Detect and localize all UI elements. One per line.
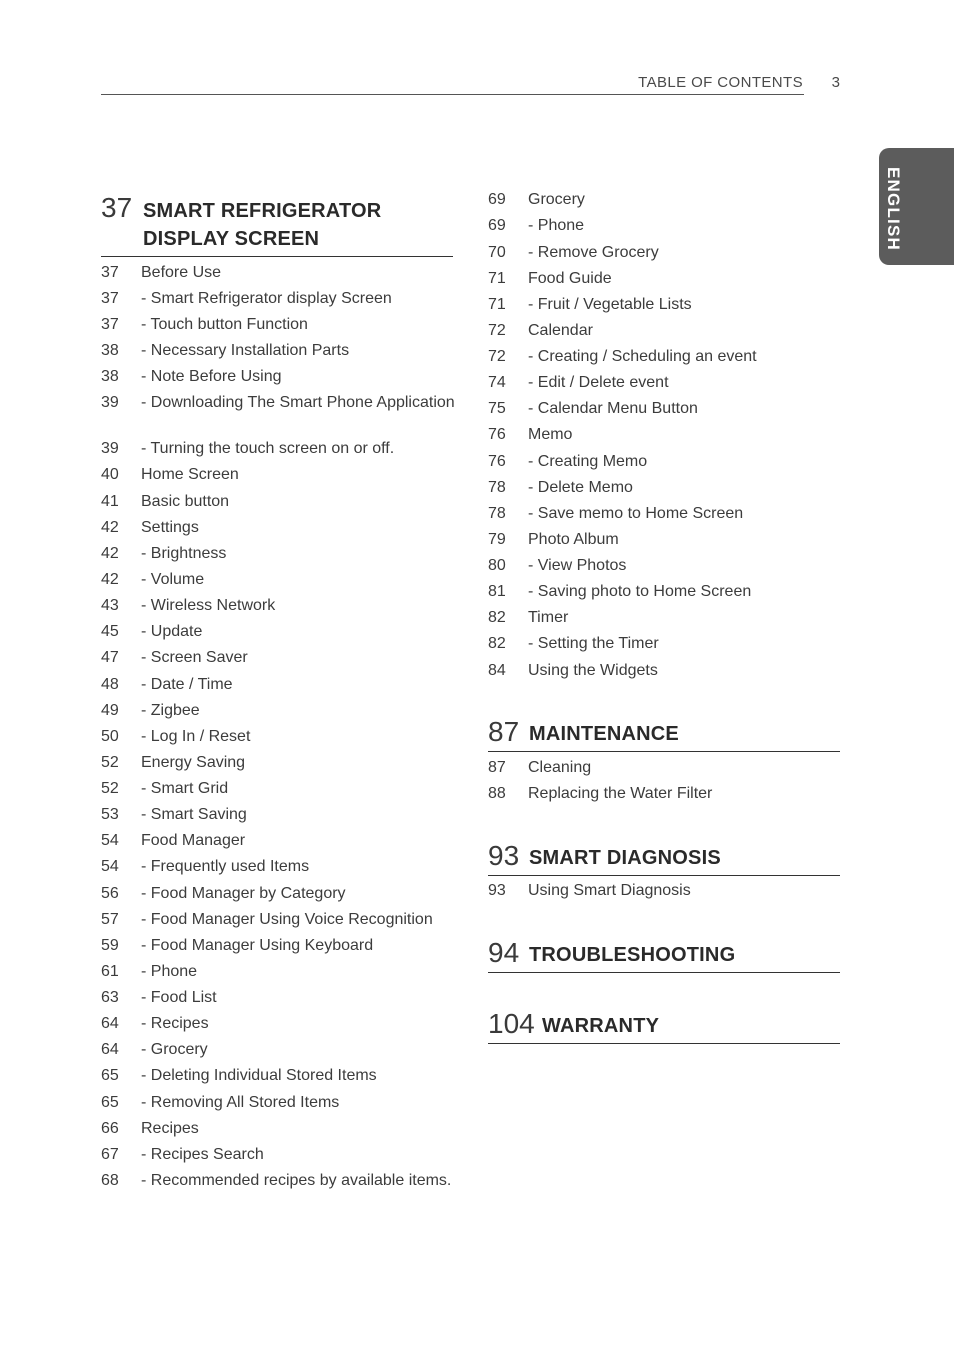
toc-entry-page: 72 [488, 322, 506, 339]
toc-entry-page: 57 [101, 911, 119, 928]
toc-entry-title: - Update [141, 623, 203, 640]
toc-entry-title: - Wireless Network [141, 597, 276, 614]
toc-entry-page: 54 [101, 858, 119, 875]
toc-entry-title: - Calendar Menu Button [528, 400, 698, 417]
toc-entry-title: Energy Saving [141, 754, 246, 771]
toc-entry-title: - Volume [141, 571, 205, 588]
section-number: 87 [488, 716, 520, 747]
toc-entry-page: 42 [101, 519, 119, 536]
toc-entry-title: - Food Manager Using Keyboard [141, 937, 374, 954]
toc-entry-title: - Remove Grocery [528, 244, 659, 261]
toc-entry-title: - Note Before Using [141, 368, 282, 385]
toc-entry-page: 88 [488, 785, 506, 802]
toc-entry-title: Home Screen [141, 466, 239, 483]
toc-entry-page: 43 [101, 597, 119, 614]
toc-entry-title: Photo Album [528, 531, 619, 548]
toc-entry-page: 54 [101, 832, 119, 849]
toc-entry-title: Cleaning [528, 759, 592, 776]
toc-entry-page: 67 [101, 1146, 119, 1163]
section-title: SMART DIAGNOSIS [529, 847, 721, 869]
toc-entry-page: 64 [101, 1041, 119, 1058]
toc-entry-title: - Downloading The Smart Phone Application [141, 394, 455, 411]
toc-entry-page: 79 [488, 531, 506, 548]
toc-entry-title: Using the Widgets [528, 662, 658, 679]
toc-entry-page: 70 [488, 244, 506, 261]
toc-entry-title: Replacing the Water Filter [528, 785, 713, 802]
section-heading [488, 716, 840, 752]
toc-entry-page: 52 [101, 754, 119, 771]
toc-entry-title: Memo [528, 426, 573, 443]
toc-entry-title: Food Guide [528, 270, 612, 287]
toc-entry-page: 42 [101, 571, 119, 588]
toc-entry-title: - Creating Memo [528, 453, 648, 470]
toc-entry-title: - Edit / Delete event [528, 374, 669, 391]
toc-entry-title: - Setting the Timer [528, 635, 659, 652]
toc-entry-page: 39 [101, 394, 119, 411]
section-heading [488, 937, 840, 973]
toc-entry-page: 78 [488, 505, 506, 522]
toc-entry-title: Grocery [528, 191, 585, 208]
header-rule [101, 94, 804, 95]
toc-entry-page: 72 [488, 348, 506, 365]
toc-entry-title: - Food Manager by Category [141, 885, 346, 902]
toc-entry-title: - Grocery [141, 1041, 208, 1058]
toc-entry-title: - Removing All Stored Items [141, 1094, 340, 1111]
toc-entry-title: - Save memo to Home Screen [528, 505, 744, 522]
toc-entry-page: 49 [101, 702, 119, 719]
toc-entry-title: - Smart Grid [141, 780, 229, 797]
section-heading [101, 192, 453, 257]
section-title: MAINTENANCE [529, 723, 679, 745]
toc-entry-page: 59 [101, 937, 119, 954]
section-title-line2: DISPLAY SCREEN [143, 228, 320, 250]
section-number: 93 [488, 840, 520, 871]
toc-entry-page: 41 [101, 493, 119, 510]
toc-entry-page: 84 [488, 662, 506, 679]
section-title: SMART REFRIGERATOR [143, 200, 382, 222]
toc-entry-title: - Brightness [141, 545, 227, 562]
toc-entry-page: 93 [488, 882, 506, 899]
toc-entry-title: Settings [141, 519, 199, 536]
toc-entry-page: 45 [101, 623, 119, 640]
toc-entry-title: - Date / Time [141, 676, 233, 693]
toc-entry-page: 74 [488, 374, 506, 391]
toc-entry-page: 40 [101, 466, 119, 483]
toc-entry-title: Calendar [528, 322, 593, 339]
toc-entry-page: 75 [488, 400, 506, 417]
toc-entry-page: 76 [488, 426, 506, 443]
toc-entry-page: 38 [101, 368, 119, 385]
toc-entry-title: Food Manager [141, 832, 246, 849]
toc-entry-title: - Fruit / Vegetable Lists [528, 296, 692, 313]
toc-entry-page: 53 [101, 806, 119, 823]
toc-entry-page: 42 [101, 545, 119, 562]
toc-entry-title: - Recipes [141, 1015, 209, 1032]
toc-entry-page: 65 [101, 1094, 119, 1111]
toc-entry-page: 47 [101, 649, 119, 666]
toc-entry-page: 71 [488, 270, 506, 287]
toc-entry-title: - Log In / Reset [141, 728, 251, 745]
toc-entry-page: 69 [488, 217, 506, 234]
language-tab-label: ENGLISH [884, 167, 903, 251]
toc-entry-page: 61 [101, 963, 119, 980]
toc-entry-page: 80 [488, 557, 506, 574]
toc-entry-title: Before Use [141, 264, 222, 281]
toc-entry-page: 66 [101, 1120, 119, 1137]
toc-entry-page: 65 [101, 1067, 119, 1084]
section-number: 104 [488, 1008, 535, 1039]
toc-entry-title: - Creating / Scheduling an event [528, 348, 757, 365]
toc-entry-page: 37 [101, 316, 119, 333]
toc-entry-title: - Delete Memo [528, 479, 633, 496]
toc-entry-title: - Necessary Installation Parts [141, 342, 350, 359]
toc-entry-title: Using Smart Diagnosis [528, 882, 691, 899]
toc-entry-title: - Smart Saving [141, 806, 247, 823]
section-number: 37 [101, 192, 133, 223]
toc-entry-page: 56 [101, 885, 119, 902]
toc-entry-title: - Turning the touch screen on or off. [141, 440, 395, 457]
toc-entry-title: Recipes [141, 1120, 199, 1137]
toc-entry-page: 82 [488, 635, 506, 652]
section-title: WARRANTY [542, 1015, 660, 1037]
toc-entry-page: 81 [488, 583, 506, 600]
toc-entry-title: - Phone [141, 963, 198, 980]
toc-entry-page: 63 [101, 989, 119, 1006]
toc-entry-title: - Deleting Individual Stored Items [141, 1067, 377, 1084]
toc-entry-title: - Frequently used Items [141, 858, 310, 875]
section-heading [488, 1008, 840, 1044]
toc-entry-page: 50 [101, 728, 119, 745]
toc-entry-page: 71 [488, 296, 506, 313]
toc-entry-title: - Food Manager Using Voice Recognition [141, 911, 433, 928]
toc-entry-page: 87 [488, 759, 506, 776]
toc-entry-page: 52 [101, 780, 119, 797]
toc-entry-title: Basic button [141, 493, 230, 510]
toc-entry-title: - Screen Saver [141, 649, 248, 666]
toc-entry-page: 37 [101, 290, 119, 307]
toc-entry-title: - Phone [528, 217, 585, 234]
toc-entry-title: - Smart Refrigerator display Screen [141, 290, 392, 307]
toc-entry-title: - Recipes Search [141, 1146, 264, 1163]
toc-entry-title: - Saving photo to Home Screen [528, 583, 752, 600]
section-title: TROUBLESHOOTING [529, 944, 736, 966]
toc-entry-page: 69 [488, 191, 506, 208]
toc-entry-title: Timer [528, 609, 569, 626]
toc-entry-page: 38 [101, 342, 119, 359]
toc-entry-title: - Recommended recipes by available items. [141, 1172, 452, 1189]
toc-entry-page: 82 [488, 609, 506, 626]
page-number: 3 [831, 74, 840, 91]
toc-entry-title: - Zigbee [141, 702, 200, 719]
header-label: TABLE OF CONTENTS [638, 74, 803, 91]
section-heading [488, 840, 840, 876]
toc-entry-title: - Touch button Function [141, 316, 308, 333]
toc-entry-page: 64 [101, 1015, 119, 1032]
toc-entry-page: 37 [101, 264, 119, 281]
toc-entry-title: - Food List [141, 989, 217, 1006]
toc-entry-page: 68 [101, 1172, 119, 1189]
section-number: 94 [488, 937, 520, 968]
toc-entry-page: 48 [101, 676, 119, 693]
toc-entry-title: - View Photos [528, 557, 627, 574]
toc-entry-page: 78 [488, 479, 506, 496]
toc-entry-page: 39 [101, 440, 119, 457]
toc-entry-page: 76 [488, 453, 506, 470]
